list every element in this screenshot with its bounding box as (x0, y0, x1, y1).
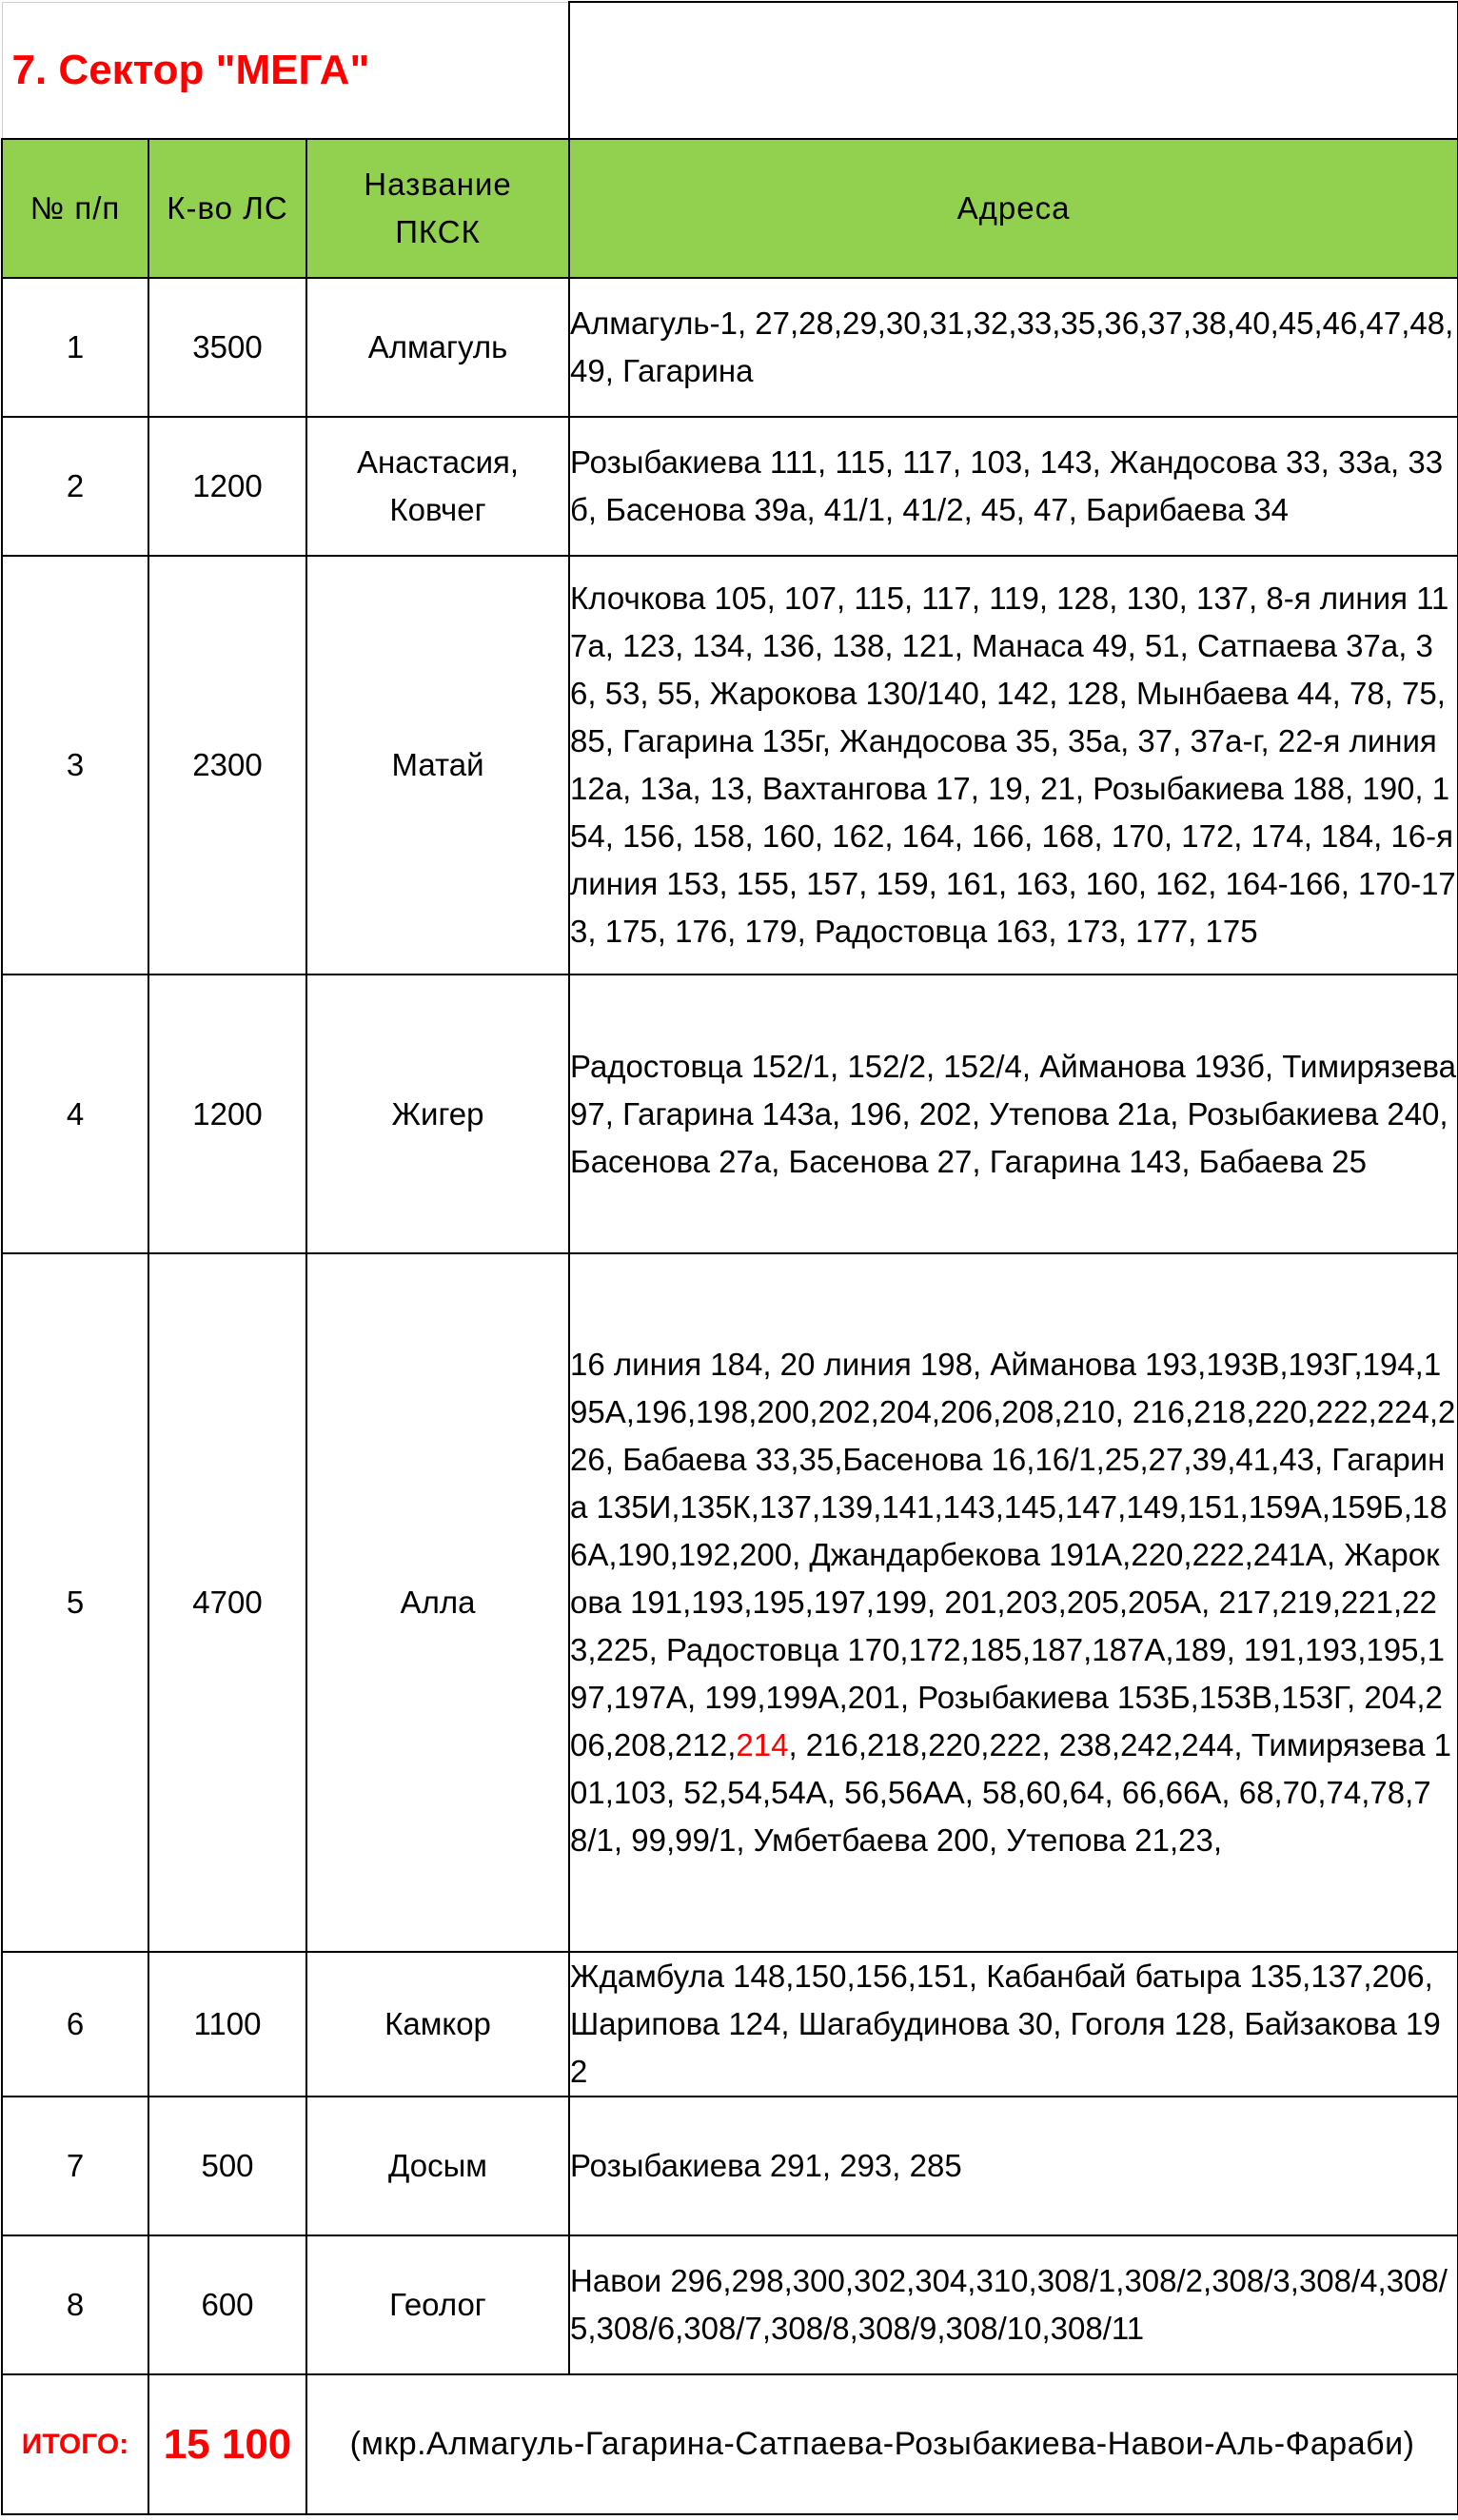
row-num: 5 (2, 1253, 148, 1952)
row-address (569, 1253, 1458, 1952)
table-row (2, 1952, 1458, 2097)
address-text: Ждамбула 148,150,156,151, Кабанбай батыра 135,137,206, Шарипова 124, Шагабудинова 30, Гоголя 128, Байзакова 192 (570, 1959, 1441, 2089)
address-text: Розыбакиева 291, 293, 285 (570, 2148, 962, 2183)
row-name-line1: Геолог (389, 2287, 486, 2322)
row-address (569, 556, 1458, 975)
address-text-tail: , 216,218,220,222, 238,242,244, Тимирязева 101,103, 52,54,54А, 56,56АА, 58,60,64, 66,66А, 68,70,74,78,78/1, 99,99/1, Умбетбаева 200, Утепова 21,23, (570, 1727, 1451, 1858)
row-name-line2: Ковчег (389, 492, 486, 527)
address-text: Клочкова 105, 107, 115, 117, 119, 128, 130, 137, 8-я линия 117а, 123, 134, 136, 138, 121, Манаса 49, 51, Сатпаева 37а, 36, 53, 55, Жарокова 130/140, 142, 128, Мынбаева 44, 78, 75, 85, Гагарина 135г, Жандосова 35, 35а, 37, 37а-г, 22-я линия 12а, 13а, 13, Вахтангова 17, 19, 21, Розыбакиева 188, 190, 154, 156, 158, 160, 162, 164, 166, 168, 170, 172, 174, 184, 16-я линия 153, 155, 157, 159, 161, 163, 160, 162, 164-166, 170-173, 175, 176, 179, Радостовца 163, 173, 177, 175 (570, 581, 1456, 949)
address-text: Навои 296,298,300,302,304,310,308/1,308/2,308/3,308/4,308/5,308/6,308/7,308/8,308/9,308/10,308/11 (570, 2263, 1448, 2346)
row-num: 4 (2, 975, 148, 1253)
row-name-line1: Анастасия, (356, 444, 520, 480)
header-row (2, 139, 1458, 278)
header-name-line2: ПКСК (395, 214, 481, 249)
address-text: Радостовца 152/1, 152/2, 152/4, Айманова 193б, Тимирязева 97, Гагарина 143а, 196, 202, Утепова 21а, Розыбакиева 240, Басенова 27а, Басенова 27, Гагарина 143, Бабаева 25 (570, 1048, 1456, 1179)
row-name (306, 1253, 569, 1952)
header-name (306, 139, 569, 278)
row-num: 6 (2, 1952, 148, 2097)
row-name (306, 2097, 569, 2235)
title-empty-cell (569, 2, 1458, 139)
table-row (2, 975, 1458, 1253)
row-address (569, 1952, 1458, 2097)
row-name (306, 2235, 569, 2374)
table-row (2, 2097, 1458, 2235)
row-num: 2 (2, 417, 148, 556)
row-count: 500 (148, 2097, 306, 2235)
header-count: К-во ЛС (148, 139, 306, 278)
total-value: 15 100 (148, 2374, 306, 2514)
table-row (2, 278, 1458, 417)
row-num: 3 (2, 556, 148, 975)
row-count: 4700 (148, 1253, 306, 1952)
row-address (569, 2235, 1458, 2374)
total-description: (мкр.Алмагуль-Гагарина-Сатпаева-Розыбакиева-Навои-Аль-Фараби) (306, 2374, 1458, 2514)
total-label: ИТОГО: (2, 2374, 148, 2514)
address-text: Розыбакиева 111, 115, 117, 103, 143, Жандосова 33, 33а, 33б, Басенова 39а, 41/1, 41/2, 45, 47, Барибаева 34 (570, 444, 1444, 527)
header-addresses: Адреса (569, 139, 1458, 278)
address-text: 16 линия 184, 20 линия 198, Айманова 193,193В,193Г,194,195А,196,198,200,202,204,206,208,210, 216,218,220,222,224,226, Бабаева 33,35,Басенова 16,16/1,25,27,39,41,43, Гагарина 135И,135К,137,139,141,143,145,147,149,151,159А,159Б,186А,190,192,200, Джандарбекова 191А,220,222,241А, Жарокова 191,193,195,197,199, 201,203,205,205А, 217,219,221,223,225, Радостовца 170,172,185,187,187А,189, 191,193,195,197,197А, 199,199А,201, Розыбакиева 153Б,153В,153Г, 204,206,208,212, (570, 1347, 1456, 1762)
row-count: 1200 (148, 417, 306, 556)
row-name-line1: Жигер (391, 1095, 484, 1132)
row-name (306, 1952, 569, 2097)
table-row (2, 2235, 1458, 2374)
row-count: 1100 (148, 1952, 306, 2097)
table-row (2, 1253, 1458, 1952)
address-highlight: 214 (736, 1727, 789, 1762)
row-count: 600 (148, 2235, 306, 2374)
title-cell (2, 2, 569, 139)
row-name (306, 556, 569, 975)
row-address (569, 417, 1458, 556)
row-address (569, 2097, 1458, 2235)
row-address (569, 278, 1458, 417)
row-name-line1: Камкор (384, 2006, 491, 2041)
row-num: 8 (2, 2235, 148, 2374)
sector-table (1, 1, 1458, 2515)
row-address (569, 975, 1458, 1253)
sector-title: 7. Сектор "МЕГА" (11, 46, 370, 93)
header-name-line1: Название (364, 167, 512, 202)
row-name-line1: Матай (391, 747, 484, 782)
row-num: 7 (2, 2097, 148, 2235)
row-count: 3500 (148, 278, 306, 417)
row-name-line1: Досым (388, 2148, 487, 2183)
header-num: № п/п (2, 139, 148, 278)
row-name-line1: Алмагуль (367, 329, 508, 364)
row-name (306, 278, 569, 417)
row-name (306, 975, 569, 1253)
title-row (2, 2, 1458, 139)
row-name-line1: Алла (400, 1585, 476, 1620)
row-count: 1200 (148, 975, 306, 1253)
row-name (306, 417, 569, 556)
address-text: Алмагуль-1, 27,28,29,30,31,32,33,35,36,37,38,40,45,46,47,48,49, Гагарина (570, 305, 1454, 388)
table-row (2, 417, 1458, 556)
table-row (2, 556, 1458, 975)
total-row (2, 2374, 1458, 2514)
row-num: 1 (2, 278, 148, 417)
row-count: 2300 (148, 556, 306, 975)
